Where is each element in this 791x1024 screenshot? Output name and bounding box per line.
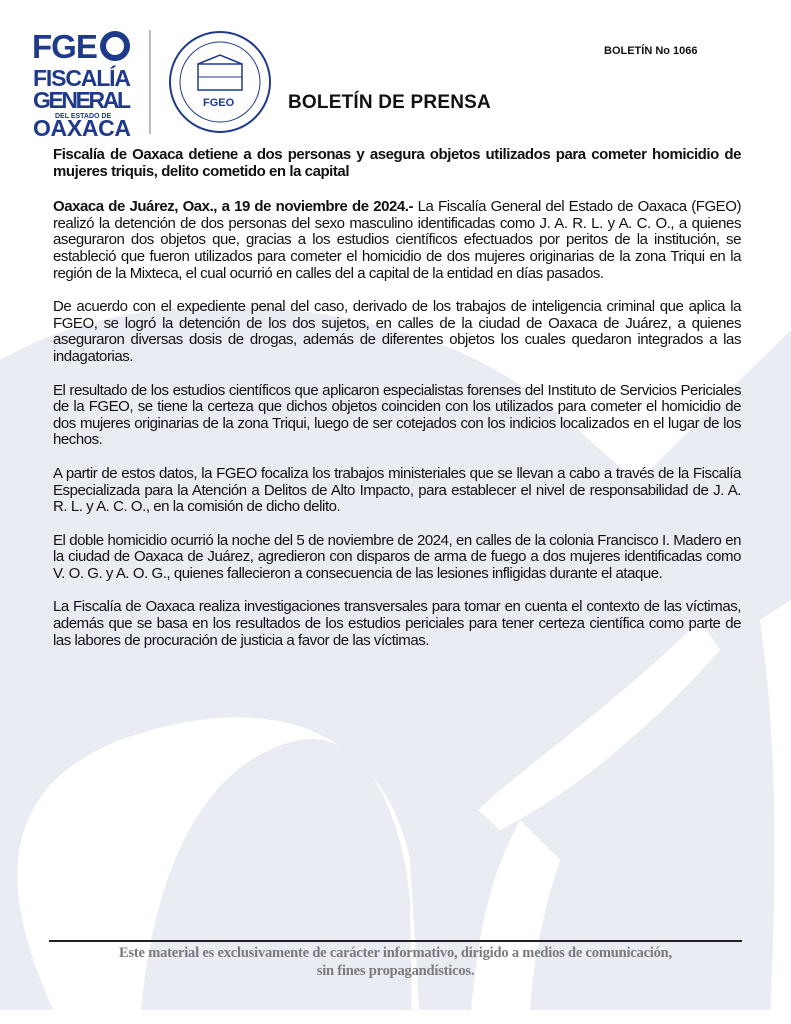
footer-line-2: sin fines propagandísticos. (316, 963, 475, 979)
dateline: Oaxaca de Juárez, Oax., a 19 de noviembre de 2024.- (53, 198, 414, 216)
svg-text:OAXACA: OAXACA (33, 115, 131, 140)
paragraph-5: El doble homicidio ocurrió la noche del 5 de noviembre de 2024, en calles de la colonia Francisco I. Madero en la ciudad de Oaxaca de Juárez, agredieron con disparos de arma de fuego a dos mujeres identificadas como V. O. G. y A. O. G., quienes fallecieron a consecuencia de las lesiones infligidas durante el ataque. (53, 531, 741, 582)
footer-line-1: Este material es exclusivamente de carácter informativo, dirigido a medios de comunicación, (119, 945, 672, 961)
article-body (53, 147, 741, 666)
svg-text:FGE: FGE (32, 28, 97, 65)
bulletin-title: BOLETÍN DE PRENSA (288, 92, 491, 113)
paragraph-4: A partir de estos datos, la FGEO focaliza los trabajos ministeriales que se llevan a cabo a través de la Fiscalía Especializada para la Atención a Delitos de Alto Impacto, para establecer el nivel de responsabilidad de J. A. R. L. y A. C. O., en la comisión de dicho delito. (53, 464, 741, 516)
paragraph-6: La Fiscalía de Oaxaca realiza investigaciones transversales para tomar en cuenta el contexto de las víctimas, además que se basa en los resultados de los estudios periciales para tener certeza científica como parte de las labores de procuración de justicia a favor de las víctimas. (53, 598, 741, 649)
footer-divider (49, 940, 742, 942)
footer-disclaimer (49, 944, 742, 980)
svg-text:GENERAL: GENERAL (33, 87, 131, 113)
svg-text:FGEO: FGEO (203, 97, 235, 109)
bulletin-number: BOLETÍN No 1066 (604, 45, 698, 57)
paragraph-3: El resultado de los estudios científicos que aplicaron especialistas forenses del Instituto de Servicios Periciales de la FGEO, se tiene la certeza que dichos objetos coinciden con los utilizados para cometer el homicidio de dos mujeres originarias de la zona Triqui, luego de ser cotejados con los indicios localizados en el lugar de los hechos. (53, 381, 741, 449)
paragraph-1-text: La Fiscalía General del Estado de Oaxaca (FGEO) realizó la detención de dos personas del sexo masculino identificadas como J. A. R. L. y A. C. O., a quienes aseguraron dos objetos que, gracias a los estudios científicos efectuados por peritos de la institución, se estableció que fueron utilizados para cometer el homicidio de dos mujeres originarias de la zona Triqui en la región de la Mixteca, el cual ocurrió en calles del a capital de la entidad en días pasados. (53, 198, 741, 282)
paragraph-1 (53, 199, 741, 282)
svg-text:FISCALÍA: FISCALÍA (33, 65, 131, 91)
headline: Fiscalía de Oaxaca detiene a dos personas y asegura objetos utilizados para cometer homicidio de mujeres triquis, delito cometido en la capital (53, 146, 741, 180)
paragraph-2: De acuerdo con el expediente penal del caso, derivado de los trabajos de inteligencia criminal que aplica la FGEO, se logró la detención de los dos sujetos, en calles de la ciudad de Oaxaca de Juárez, a quienes aseguraron diversas dosis de drogas, además de diferentes objetos los cuales quedaron integrados a las indagatorias. (53, 298, 741, 365)
fgeo-logo (30, 28, 280, 140)
svg-text:DEL ESTADO DE: DEL ESTADO DE (55, 113, 112, 120)
